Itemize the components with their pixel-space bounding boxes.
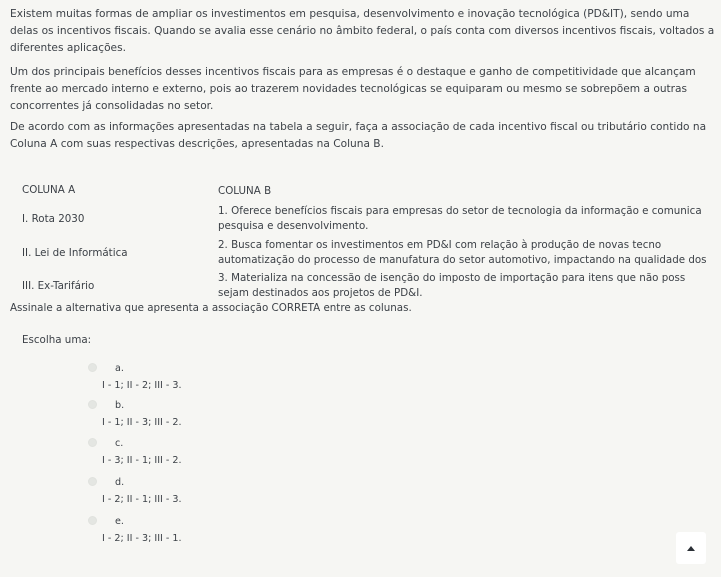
column-b-cell: 2. Busca fomentar os investimentos em PD&I com relação à produção de novas tecno automatização do processo de manufatura do setor automotivo, impactando na qualidade dos <box>218 239 707 266</box>
option-text[interactable]: I - 2; II - 3; III - 1. <box>102 533 182 544</box>
option-letter: e. <box>115 516 124 527</box>
scroll-to-top-button[interactable] <box>676 532 706 564</box>
option-letter: c. <box>115 438 124 449</box>
column-b-header: COLUNA B <box>218 185 272 197</box>
option-letter: a. <box>115 363 124 374</box>
column-b-cell: 3. Materializa na concessão de isenção do imposto de importação para itens que não poss sejam destinados aos projetos de PD&I. <box>218 272 686 299</box>
radio-button[interactable] <box>88 516 97 525</box>
instruction-text: Assinale a alternativa que apresenta a associação CORRETA entre as colunas. <box>10 302 412 314</box>
radio-button[interactable] <box>88 363 97 372</box>
option-text[interactable]: I - 1; II - 2; III - 3. <box>102 380 182 391</box>
chevron-up-icon <box>687 546 695 551</box>
radio-button[interactable] <box>88 438 97 447</box>
column-a-cell: II. Lei de Informática <box>22 247 128 259</box>
radio-button[interactable] <box>88 477 97 486</box>
column-b-cell: 1. Oferece benefícios fiscais para empresas do setor de tecnologia da informação e comunica pesquisa e desenvolvimento. <box>218 205 702 232</box>
column-a-cell: III. Ex-Tarifário <box>22 280 95 292</box>
intro-paragraph-1: Existem muitas formas de ampliar os investimentos em pesquisa, desenvolvimento e inovação tecnológica (PD&IT), sendo uma delas os incentivos fiscais. Quando se avalia esse cenário no âmbito federal, o país conta com diversos incentivos fiscais, voltados a diferentes aplicações. <box>10 8 715 54</box>
option-text[interactable]: I - 1; II - 3; III - 2. <box>102 417 182 428</box>
option-text[interactable]: I - 2; II - 1; III - 3. <box>102 494 182 505</box>
choose-label: Escolha uma: <box>22 334 92 346</box>
option-letter: d. <box>115 477 125 488</box>
column-a-cell: I. Rota 2030 <box>22 213 85 225</box>
column-a-header: COLUNA A <box>22 184 76 196</box>
option-letter: b. <box>115 400 125 411</box>
option-text[interactable]: I - 3; II - 1; III - 2. <box>102 455 182 466</box>
intro-paragraph-2: Um dos principais benefícios desses incentivos fiscais para as empresas é o destaque e ganho de competitividade que alcançam frente ao mercado interno e externo, pois ao trazerem novidades tecnológicas se equiparam ou mesmo se sobrepõem a outras concorrentes já consolidadas no setor. <box>10 66 696 112</box>
radio-button[interactable] <box>88 400 97 409</box>
intro-paragraph-3: De acordo com as informações apresentadas na tabela a seguir, faça a associação de cada incentivo fiscal ou tributário contido na Coluna A com suas respectivas descrições, apresentadas na Coluna B. <box>10 121 707 150</box>
